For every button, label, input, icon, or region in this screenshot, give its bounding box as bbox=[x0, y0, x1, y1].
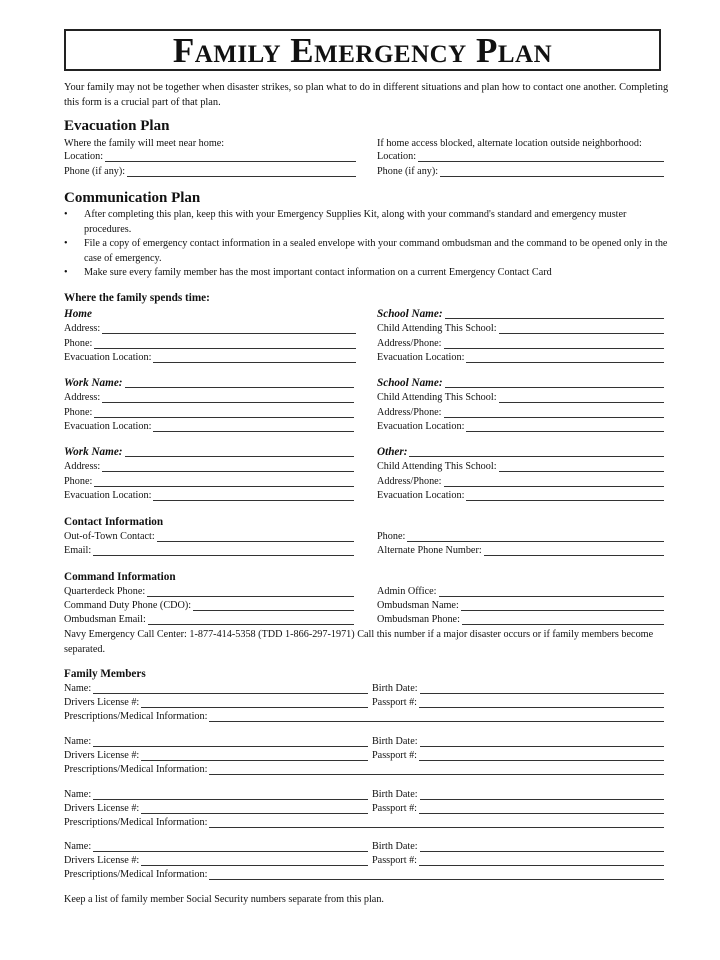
fill-line bbox=[445, 318, 664, 319]
field-label: Drivers License #: bbox=[64, 803, 140, 814]
fill-line bbox=[141, 760, 368, 761]
field-label: Phone (if any): bbox=[377, 166, 439, 177]
field-label: Prescriptions/Medical Information: bbox=[64, 764, 208, 775]
fill-line bbox=[499, 471, 664, 472]
field-label: Drivers License #: bbox=[64, 750, 140, 761]
fill-line bbox=[93, 746, 368, 747]
field-label: Evacuation Location: bbox=[64, 490, 152, 501]
field-label: Prescriptions/Medical Information: bbox=[64, 711, 208, 722]
school-name-field-1[interactable] bbox=[377, 308, 664, 320]
field-label: Birth Date: bbox=[372, 736, 418, 747]
field-label: Address: bbox=[64, 323, 101, 334]
fill-line bbox=[209, 827, 664, 828]
fill-line bbox=[93, 693, 368, 694]
bullet-text: File a copy of emergency contact information in a sealed envelope with your command ombudsman and the command to be opened only in the case of emergency. bbox=[84, 238, 668, 264]
work-1-phone-field[interactable] bbox=[64, 407, 354, 419]
member-license-field[interactable] bbox=[64, 697, 368, 709]
school-name-field-2[interactable] bbox=[377, 377, 664, 389]
admin-office-field[interactable] bbox=[377, 586, 664, 598]
fill-line bbox=[93, 851, 368, 852]
field-label: Name: bbox=[64, 841, 92, 852]
field-label: Work Name: bbox=[64, 446, 123, 458]
member-name-field[interactable] bbox=[64, 789, 368, 801]
fill-line bbox=[444, 486, 664, 487]
member-birth-date-field[interactable] bbox=[372, 841, 664, 853]
fill-line bbox=[445, 387, 664, 388]
fill-line bbox=[94, 417, 354, 418]
fill-line bbox=[466, 362, 664, 363]
fill-line bbox=[444, 417, 664, 418]
fill-line bbox=[461, 610, 664, 611]
communication-heading: Communication Plan bbox=[64, 190, 201, 206]
member-name-field[interactable] bbox=[64, 841, 368, 853]
bullet-item: • Make sure every family member has the most important contact information on a current Emergency Contact Card bbox=[64, 267, 552, 279]
work-2-address-field[interactable] bbox=[64, 461, 354, 473]
contact-phone-field[interactable] bbox=[377, 531, 664, 543]
page-title: Family Emergency Plan bbox=[172, 30, 553, 70]
field-label: Ombudsman Name: bbox=[377, 600, 459, 611]
member-birth-date-field[interactable] bbox=[372, 736, 664, 748]
field-label: Out-of-Town Contact: bbox=[64, 531, 155, 542]
field-label: Ombudsman Phone: bbox=[377, 614, 460, 625]
field-label: Alternate Phone Number: bbox=[377, 545, 482, 556]
field-label: Drivers License #: bbox=[64, 697, 140, 708]
fill-line bbox=[420, 799, 664, 800]
field-label: Command Duty Phone (CDO): bbox=[64, 600, 192, 611]
field-label: Birth Date: bbox=[372, 683, 418, 694]
evacuation-outside-caption: If home access blocked, alternate location outside neighborhood: bbox=[377, 138, 642, 149]
evacuation-heading: Evacuation Plan bbox=[64, 118, 170, 134]
field-label: Admin Office: bbox=[377, 586, 437, 597]
fill-line bbox=[93, 799, 368, 800]
field-label: School Name: bbox=[377, 308, 443, 320]
fill-line bbox=[466, 500, 664, 501]
contact-heading: Contact Information bbox=[64, 516, 164, 528]
field-label: Child Attending This School: bbox=[377, 323, 497, 334]
field-label: Birth Date: bbox=[372, 789, 418, 800]
alternate-location-field[interactable] bbox=[377, 151, 664, 163]
fill-line bbox=[125, 387, 354, 388]
fill-line bbox=[153, 500, 354, 501]
fill-line bbox=[148, 624, 354, 625]
member-name-field[interactable] bbox=[64, 736, 368, 748]
field-label: Name: bbox=[64, 736, 92, 747]
home-address-field[interactable] bbox=[64, 323, 356, 335]
other-name-field[interactable] bbox=[377, 446, 664, 458]
bullet-text: After completing this plan, keep this with your Emergency Supplies Kit, along with your command's standard and emergency muster procedures. bbox=[84, 209, 627, 235]
school-2-address-field[interactable] bbox=[377, 407, 664, 419]
field-label: Phone: bbox=[64, 407, 93, 418]
bullet-text: Make sure every family member has the most important contact information on a current Emergency Contact Card bbox=[84, 267, 552, 279]
ombudsman-name-field[interactable] bbox=[377, 600, 664, 612]
field-label: Passport #: bbox=[372, 803, 417, 814]
fill-line bbox=[499, 333, 664, 334]
field-label: Work Name: bbox=[64, 377, 123, 389]
command-heading: Command Information bbox=[64, 571, 176, 583]
fill-line bbox=[209, 721, 664, 722]
fill-line bbox=[499, 402, 664, 403]
school-1-child-field[interactable] bbox=[377, 323, 664, 335]
school-2-child-field[interactable] bbox=[377, 392, 664, 404]
field-label: Phone: bbox=[64, 476, 93, 487]
field-label: Location: bbox=[377, 151, 417, 162]
member-medical-field[interactable] bbox=[64, 869, 664, 881]
fill-line bbox=[102, 402, 354, 403]
field-label: Child Attending This School: bbox=[377, 461, 497, 472]
fill-line bbox=[193, 610, 354, 611]
bullet-item: • After completing this plan, keep this with your Emergency Supplies Kit, along with your command's standard and emergency muster procedures. bbox=[64, 209, 627, 235]
title-banner bbox=[64, 29, 661, 71]
member-passport-field[interactable] bbox=[372, 697, 664, 709]
work-1-evacuation-field[interactable] bbox=[64, 421, 354, 433]
fill-line bbox=[209, 774, 664, 775]
field-label: Email: bbox=[64, 545, 92, 556]
fill-line bbox=[419, 865, 664, 866]
field-label: Phone (if any): bbox=[64, 166, 126, 177]
near-home-phone-field[interactable] bbox=[64, 166, 356, 178]
field-label: Ombudsman Email: bbox=[64, 614, 146, 625]
other-child-field[interactable] bbox=[377, 461, 664, 473]
member-medical-field[interactable] bbox=[64, 817, 664, 829]
member-passport-field[interactable] bbox=[372, 803, 664, 815]
field-label: Evacuation Location: bbox=[64, 421, 152, 432]
field-label: Evacuation Location: bbox=[377, 421, 465, 432]
email-field[interactable] bbox=[64, 545, 354, 557]
field-label: Passport #: bbox=[372, 855, 417, 866]
fill-line bbox=[94, 348, 356, 349]
fill-line bbox=[418, 161, 664, 162]
fill-line bbox=[439, 596, 664, 597]
alternate-phone-number-field[interactable] bbox=[377, 545, 664, 557]
other-address-field[interactable] bbox=[377, 476, 664, 488]
field-label: Address: bbox=[64, 392, 101, 403]
school-2-evacuation-field[interactable] bbox=[377, 421, 664, 433]
field-label: Prescriptions/Medical Information: bbox=[64, 869, 208, 880]
member-passport-field[interactable] bbox=[372, 750, 664, 762]
member-birth-date-field[interactable] bbox=[372, 789, 664, 801]
member-birth-date-field[interactable] bbox=[372, 683, 664, 695]
intro-text: Your family may not be together when disaster strikes, so plan what to do in different situations and plan how to contact one another. Completing this form is a crucial part of that plan. bbox=[64, 82, 669, 108]
field-label: Name: bbox=[64, 789, 92, 800]
fill-line bbox=[153, 362, 356, 363]
family-heading: Family Members bbox=[64, 668, 146, 680]
out-of-town-contact-field[interactable] bbox=[64, 531, 354, 543]
field-label: Evacuation Location: bbox=[377, 490, 465, 501]
member-medical-field[interactable] bbox=[64, 764, 664, 776]
member-name-field[interactable] bbox=[64, 683, 368, 695]
fill-line bbox=[102, 333, 356, 334]
member-license-field[interactable] bbox=[64, 855, 368, 867]
fill-line bbox=[105, 161, 356, 162]
field-label: Phone: bbox=[377, 531, 406, 542]
field-label: Drivers License #: bbox=[64, 855, 140, 866]
fill-line bbox=[141, 813, 368, 814]
work-1-address-field[interactable] bbox=[64, 392, 354, 404]
field-label: Birth Date: bbox=[372, 841, 418, 852]
field-label: Passport #: bbox=[372, 697, 417, 708]
fill-line bbox=[409, 456, 664, 457]
work-name-field-1[interactable] bbox=[64, 377, 354, 389]
field-label: Location: bbox=[64, 151, 104, 162]
member-license-field[interactable] bbox=[64, 750, 368, 762]
fill-line bbox=[420, 851, 664, 852]
school-1-evacuation-field[interactable] bbox=[377, 352, 664, 364]
fill-line bbox=[94, 486, 354, 487]
work-name-field-2[interactable] bbox=[64, 446, 354, 458]
fill-line bbox=[484, 555, 664, 556]
field-label: Other: bbox=[377, 446, 408, 458]
quarterdeck-phone-field[interactable] bbox=[64, 586, 354, 598]
navy-call-center-note: Navy Emergency Call Center: 1-877-414-5358 (TDD 1-866-297-1971) Call this number if a major disaster occurs or if family members become separated. bbox=[64, 629, 654, 655]
fill-line bbox=[466, 431, 664, 432]
fill-line bbox=[419, 707, 664, 708]
field-label: Child Attending This School: bbox=[377, 392, 497, 403]
evacuation-near-home-caption: Where the family will meet near home: bbox=[64, 138, 225, 149]
alternate-phone-field[interactable] bbox=[377, 166, 664, 178]
near-home-location-field[interactable] bbox=[64, 151, 356, 163]
field-label: School Name: bbox=[377, 377, 443, 389]
work-2-phone-field[interactable] bbox=[64, 476, 354, 488]
field-label: Address/Phone: bbox=[377, 476, 442, 487]
other-evacuation-field[interactable] bbox=[377, 490, 664, 502]
member-medical-field[interactable] bbox=[64, 711, 664, 723]
fill-line bbox=[93, 555, 354, 556]
home-phone-field[interactable] bbox=[64, 338, 356, 350]
field-label: Name: bbox=[64, 683, 92, 694]
fill-line bbox=[209, 879, 664, 880]
fill-line bbox=[419, 760, 664, 761]
field-label: Phone: bbox=[64, 338, 93, 349]
fill-line bbox=[153, 431, 354, 432]
ombudsman-email-field[interactable] bbox=[64, 614, 354, 626]
command-duty-phone-field[interactable] bbox=[64, 600, 354, 612]
member-passport-field[interactable] bbox=[372, 855, 664, 867]
fill-line bbox=[141, 865, 368, 866]
fill-line bbox=[102, 471, 354, 472]
field-label: Evacuation Location: bbox=[377, 352, 465, 363]
communication-bullets bbox=[64, 208, 669, 281]
school-1-address-field[interactable] bbox=[377, 338, 664, 350]
fill-line bbox=[141, 707, 368, 708]
fill-line bbox=[127, 176, 356, 177]
member-license-field[interactable] bbox=[64, 803, 368, 815]
footer-note: Keep a list of family member Social Security numbers separate from this plan. bbox=[64, 894, 384, 905]
fill-line bbox=[462, 624, 664, 625]
fill-line bbox=[157, 541, 354, 542]
field-label: Address/Phone: bbox=[377, 407, 442, 418]
fill-line bbox=[147, 596, 354, 597]
spends-time-heading: Where the family spends time: bbox=[64, 292, 210, 304]
fill-line bbox=[440, 176, 664, 177]
fill-line bbox=[125, 456, 354, 457]
field-label: Prescriptions/Medical Information: bbox=[64, 817, 208, 828]
field-label: Passport #: bbox=[372, 750, 417, 761]
field-label: Address: bbox=[64, 461, 101, 472]
field-label: Quarterdeck Phone: bbox=[64, 586, 146, 597]
ombudsman-phone-field[interactable] bbox=[377, 614, 664, 626]
work-2-evacuation-field[interactable] bbox=[64, 490, 354, 502]
fill-line bbox=[444, 348, 664, 349]
home-evacuation-field[interactable] bbox=[64, 352, 356, 364]
fill-line bbox=[420, 693, 664, 694]
fill-line bbox=[407, 541, 664, 542]
fill-line bbox=[419, 813, 664, 814]
field-label: Evacuation Location: bbox=[64, 352, 152, 363]
block-title: Home bbox=[64, 308, 92, 320]
bullet-item: • File a copy of emergency contact information in a sealed envelope with your command ombudsman and the command to be opened only in the case of emergency. bbox=[64, 238, 668, 264]
fill-line bbox=[420, 746, 664, 747]
field-label: Address/Phone: bbox=[377, 338, 442, 349]
